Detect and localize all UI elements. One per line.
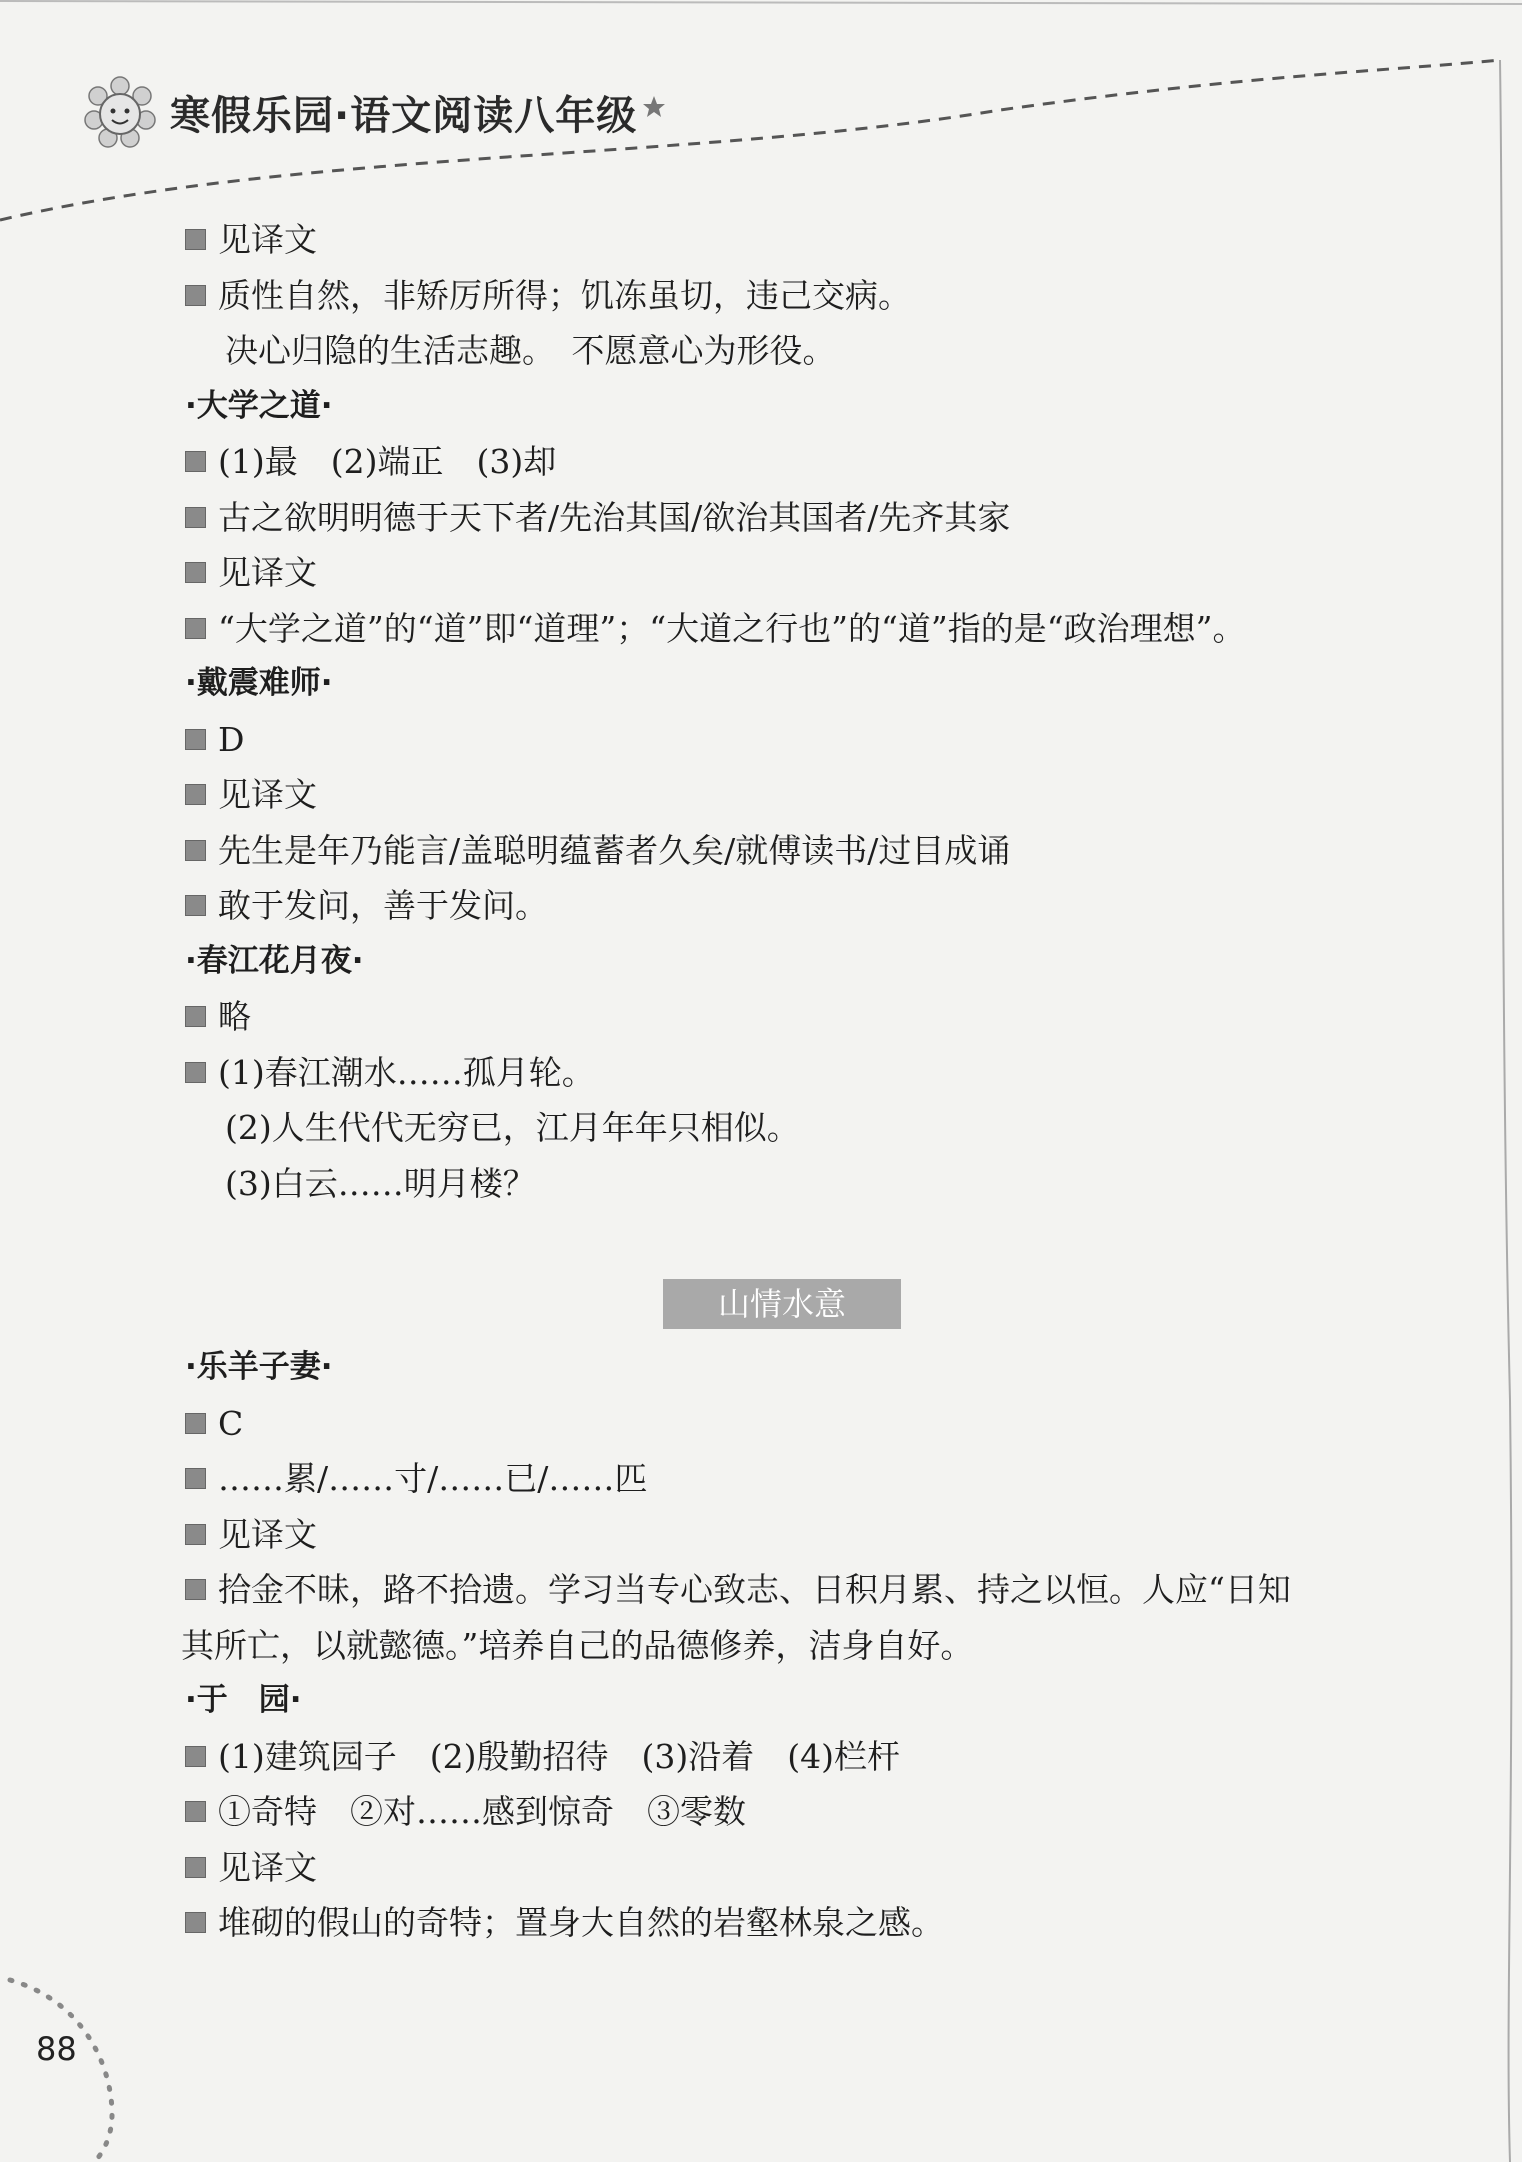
- square-marker-icon: [185, 840, 206, 861]
- square-marker-icon: [185, 729, 206, 750]
- answer-text: 先生是年乃能言/盖聪明蕴蓄者久矣/就傅读书/过目成诵: [218, 830, 1011, 870]
- answer-text: 敢于发问，善于发问。: [218, 886, 548, 925]
- square-marker-icon: [185, 507, 206, 528]
- answer-item: [185, 712, 1385, 768]
- answer-text: (1)春江潮水……孤月轮。: [218, 1052, 595, 1092]
- answer-text: 见译文: [218, 775, 317, 814]
- square-marker-icon: [185, 1006, 206, 1027]
- answer-item: [185, 1729, 1385, 1785]
- answer-item: [185, 545, 1385, 601]
- answer-text: ……累/……寸/……已/……匹: [218, 1459, 648, 1498]
- section-heading: ·于 园·: [185, 1682, 302, 1718]
- section-heading: ·戴震难师·: [185, 665, 333, 701]
- answer-item: [185, 878, 1385, 934]
- square-marker-icon: [185, 1912, 206, 1933]
- answer-item: [185, 1562, 1385, 1618]
- answer-text: 见译文: [218, 553, 317, 592]
- answer-text: 古之欲明明德于天下者/先治其国/欲治其国者/先齐其家: [218, 497, 1011, 537]
- square-marker-icon: [185, 285, 206, 306]
- answer-item: [185, 490, 1385, 546]
- square-marker-icon: [185, 1801, 206, 1822]
- answer-list: [181, 212, 1385, 1951]
- square-marker-icon: [185, 1468, 206, 1489]
- answer-text-wrapped: 其所亡，以就懿德。”培养自己的品德修养，洁身自好。: [181, 1625, 974, 1665]
- answer-item: [185, 1451, 1385, 1507]
- answer-text: (1)最 (2)端正 (3)却: [218, 442, 557, 481]
- header-title: 寒假乐园·语文阅读八年级: [170, 92, 638, 139]
- square-marker-icon: [185, 784, 206, 805]
- answer-text: 见译文: [218, 1847, 317, 1887]
- answer-item: [185, 823, 1385, 879]
- answer-continuation: (2)人生代代无穷已，江月年年只相似。: [225, 1108, 800, 1147]
- square-marker-icon: [185, 1062, 206, 1083]
- answer-item: [185, 1507, 1385, 1563]
- answer-item: [185, 268, 1385, 324]
- answer-text: D: [218, 719, 245, 759]
- answer-continuation: 决心归隐的生活志趣。 不愿意心为形役。: [225, 331, 836, 370]
- answer-item: [185, 1784, 1385, 1840]
- answer-text: (1)建筑园子 (2)殷勤招待 (3)沿着 (4)栏杆: [218, 1736, 900, 1776]
- square-marker-icon: [185, 618, 206, 639]
- answer-item: [185, 1840, 1385, 1896]
- answer-text: ①奇特 ②对……感到惊奇 ③零数: [218, 1792, 746, 1831]
- section-heading: ·大学之道·: [185, 387, 333, 424]
- square-marker-icon: [185, 1579, 206, 1600]
- answer-text: 质性自然，非矫厉所得；饥冻虽切，违己交病。: [218, 275, 911, 315]
- answer-item: [185, 767, 1385, 823]
- answer-item: [185, 1045, 1385, 1101]
- star-icon: [641, 94, 667, 120]
- answer-item: [185, 1895, 1385, 1951]
- square-marker-icon: [185, 1857, 206, 1878]
- answer-text: 拾金不昧，路不拾遗。学习当专心致志、日积月累、持之以恒。人应“日知: [218, 1570, 1291, 1609]
- square-marker-icon: [185, 229, 206, 250]
- answer-text: 见译文: [218, 220, 317, 259]
- section-banner-row: [185, 1268, 1385, 1340]
- square-marker-icon: [185, 1413, 206, 1434]
- section-heading: ·春江花月夜·: [185, 942, 364, 979]
- page-number: 88: [36, 2030, 77, 2068]
- answer-text: C: [218, 1403, 244, 1443]
- page-header: [84, 72, 667, 152]
- answer-item: [185, 434, 1385, 490]
- answer-text: 堆砌的假山的奇特；置身大自然的岩壑林泉之感。: [218, 1903, 944, 1942]
- answer-item: [185, 601, 1385, 657]
- answer-text: 见译文: [218, 1514, 317, 1554]
- answer-item: [185, 212, 1385, 268]
- square-marker-icon: [185, 895, 206, 916]
- answer-item: [185, 989, 1385, 1045]
- square-marker-icon: [185, 451, 206, 472]
- square-marker-icon: [185, 562, 206, 583]
- answer-item: [185, 1396, 1385, 1452]
- answer-text: “大学之道”的“道”即“道理”；“大道之行也”的“道”指的是“政治理想”。: [218, 608, 1246, 648]
- answer-continuation: (3)白云……明月楼？: [225, 1163, 536, 1203]
- section-banner: 山情水意: [663, 1279, 901, 1329]
- square-marker-icon: [185, 1746, 206, 1767]
- sun-flower-logo-icon: [84, 76, 156, 148]
- answer-text: 略: [218, 997, 251, 1036]
- section-gap: [185, 1211, 1385, 1268]
- section-heading: ·乐羊子妻·: [185, 1349, 333, 1385]
- square-marker-icon: [185, 1524, 206, 1545]
